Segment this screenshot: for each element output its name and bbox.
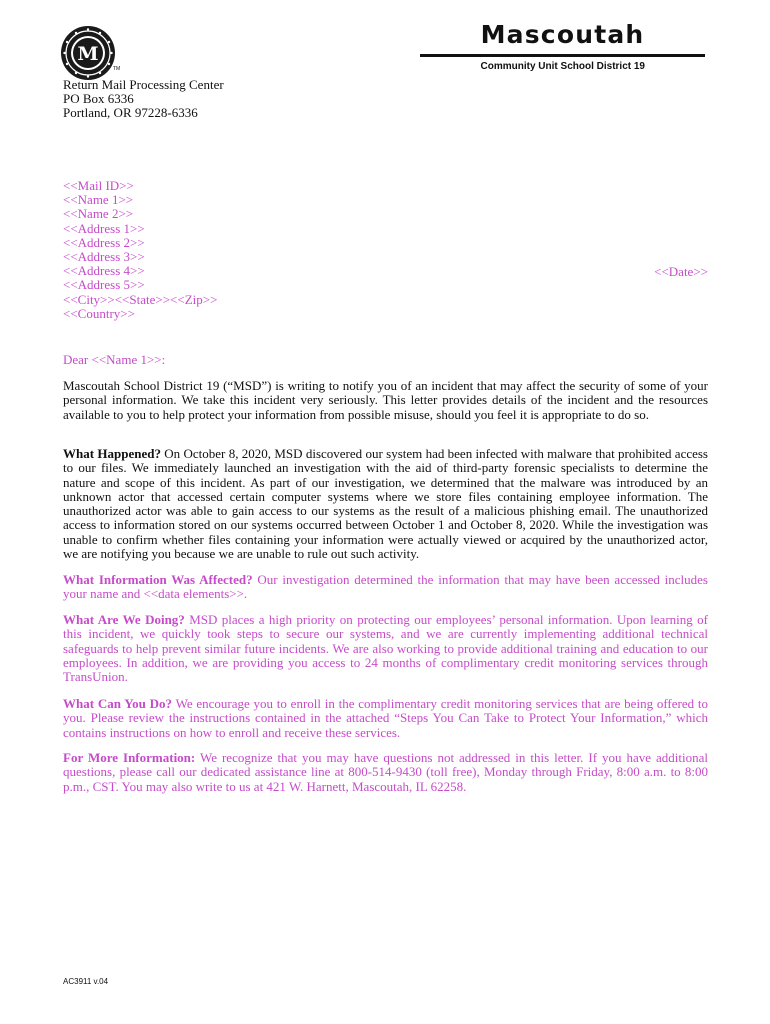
return-address-line: PO Box 6336 <box>63 91 134 106</box>
recipient-address-block <box>63 179 217 321</box>
recipient-name-2: <<Name 2>> <box>63 206 134 222</box>
recipient-address-3: <<Address 3>> <box>63 249 145 265</box>
district-seal-logo <box>60 25 116 81</box>
intro-paragraph: Mascoutah School District 19 (“MSD”) is writing to notify you of an incident that may affect the security of some of your personal information. We take this incident very seriously. This letter provides details of the incident and the resources available to you to help protect your information from possible misuse, should you feel it is appropriate to do so. <box>63 378 708 422</box>
recipient-address-5: <<Address 5>> <box>63 277 145 293</box>
information-affected-heading: What Information Was Affected? <box>63 572 253 587</box>
what-we-are-doing-text: MSD places a high priority on protecting our employees’ personal information. Upon learning of this incident, we quickly took steps to secure our systems, and we are currently implementing additional technical safeguards to help prevent similar future incidents. We are also working to provide additional training and education to our employees. In addition, we are providing you access to 24 months of complimentary credit monitoring services through TransUnion. <box>63 612 708 685</box>
what-we-are-doing-paragraph <box>63 613 708 684</box>
letterhead <box>420 20 705 72</box>
what-happened-text: On October 8, 2020, MSD discovered our system had been infected with malware that prohibited access to our files. We immediately launched an investigation with the aid of third-party forensic specialists to determine the nature and scope of this incident. As part of our investigation, we determined that the malware was introduced by an unknown actor that accessed certain computer systems where we store files containing employee information. The unauthorized actor was able to gain access to our systems as the result of a malicious phishing email. The unauthorized access to information stored on our systems occurred between October 1 and October 8, 2020. While the investigation was unable to confirm whether files containing your information were actually viewed or acquired by the unauthorized actor, we are notifying you because we are unable to rule out such activity. <box>63 446 708 562</box>
more-information-text: We recognize that you may have questions not addressed in this letter. If you have additional questions, please call our dedicated assistance line at 800-514-9430 (toll free), Monday through Friday, 8:00 a.m. to 8:00 p.m., CST. You may also write to us at 421 W. Harnett, Mascoutah, IL 62258. <box>63 750 708 794</box>
document-code: AC3911 v.04 <box>63 977 109 986</box>
information-affected-text: Our investigation determined the information that may have been accessed includes your name and <<data elements>>. <box>63 572 708 602</box>
recipient-address-2: <<Address 2>> <box>63 234 145 250</box>
recipient-address-4: <<Address 4>> <box>63 263 145 279</box>
recipient-name-1: <<Name 1>> <box>63 192 134 208</box>
letterhead-rule <box>420 54 705 57</box>
recipient-mail-id: <<Mail ID>> <box>63 178 134 193</box>
what-we-are-doing-heading: What Are We Doing? <box>63 612 185 627</box>
recipient-city-state-zip: <<City>><<State>><<Zip>> <box>63 291 218 307</box>
seal-letter: M <box>77 43 99 65</box>
more-information-heading: For More Information: <box>63 750 196 765</box>
recipient-address-1: <<Address 1>> <box>63 220 145 236</box>
district-subtitle: Community Unit School District 19 <box>480 61 645 72</box>
what-can-you-do-paragraph <box>63 697 708 740</box>
salutation: Dear <<Name 1>>: <box>63 352 166 367</box>
what-happened-paragraph <box>63 447 708 561</box>
district-name: Mascoutah <box>480 20 645 49</box>
recipient-country: <<Country>> <box>63 305 135 321</box>
return-address-line: Portland, OR 97228-6336 <box>63 105 198 120</box>
letter-date: <<Date>> <box>654 264 708 279</box>
what-can-you-do-heading: What Can You Do? <box>63 696 173 711</box>
trademark-mark: TM <box>113 66 121 72</box>
return-address-line: Return Mail Processing Center <box>63 77 224 92</box>
more-information-paragraph <box>63 751 708 794</box>
what-can-you-do-text: We encourage you to enroll in the complimentary credit monitoring services that are being offered to you. Please review the instructions contained in the attached “Steps You Can Take to Protect Your Information,” which contains instructions on how to enroll and receive these services. <box>63 696 708 740</box>
what-happened-heading: What Happened? <box>63 446 161 461</box>
information-affected-paragraph <box>63 573 708 602</box>
return-address <box>63 78 224 120</box>
